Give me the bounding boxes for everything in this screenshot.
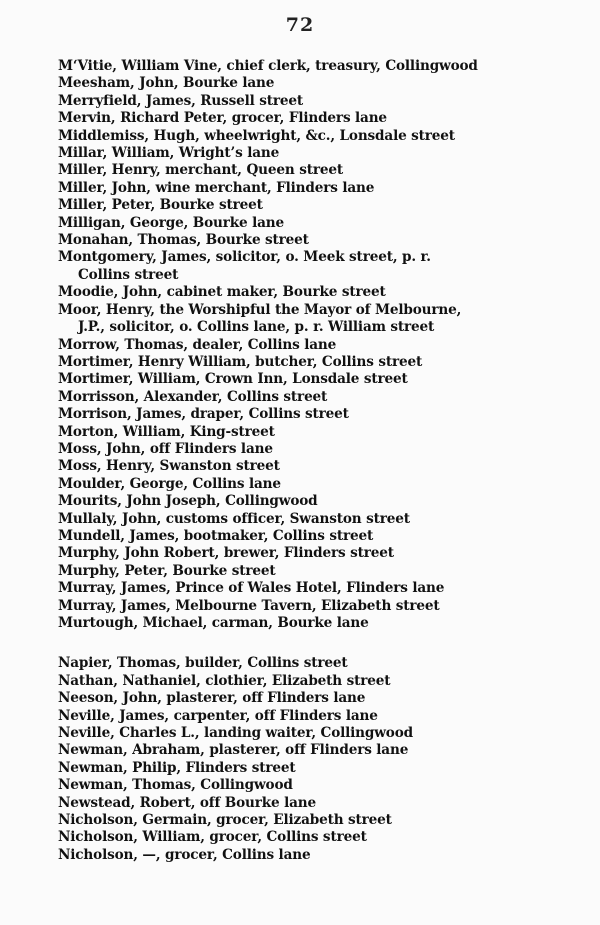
directory-entries (58, 58, 478, 864)
directory-entry: Murphy, John Robert, brewer, Flinders street (58, 545, 394, 562)
directory-entry: Moor, Henry, the Worshipful the Mayor of Melbourne, J.P., solicitor, o. Collins lane, p. r. William street (58, 301, 462, 336)
directory-entry: Milligan, George, Bourke lane (58, 214, 285, 231)
directory-entry: M‘Vitie, William Vine, chief clerk, treasury, Collingwood (58, 58, 478, 74)
directory-entry: Newman, Thomas, Collingwood (58, 777, 293, 794)
directory-entry: Monahan, Thomas, Bourke street (58, 232, 309, 249)
directory-entry: Morrisson, Alexander, Collins street (58, 388, 328, 405)
directory-entry: Neeson, John, plasterer, off Flinders lane (58, 690, 366, 707)
directory-entry: Moss, Henry, Swanston street (58, 458, 280, 475)
directory-entry: Napier, Thomas, builder, Collins street (58, 655, 348, 672)
directory-entry: Miller, John, wine merchant, Flinders lane (58, 179, 375, 196)
directory-entry: Middlemiss, Hugh, wheelwright, &c., Lonsdale street (58, 127, 455, 144)
directory-entry: Nicholson, Germain, grocer, Elizabeth street (58, 812, 392, 829)
directory-entry: Miller, Henry, merchant, Queen street (58, 162, 343, 179)
directory-entry: Mullaly, John, customs officer, Swanston street (58, 510, 410, 527)
directory-entry: Mortimer, William, Crown Inn, Lonsdale street (58, 371, 408, 388)
directory-entry: Nicholson, William, grocer, Collins street (58, 829, 367, 846)
directory-entry: Mortimer, Henry William, butcher, Collins street (58, 353, 423, 370)
directory-entry: Montgomery, James, solicitor, o. Meek street, p. r. Collins street (58, 249, 431, 283)
directory-entry: Newman, Philip, Flinders street (58, 759, 296, 776)
directory-entry: Miller, Peter, Bourke street (58, 197, 263, 214)
directory-entry: Neville, James, carpenter, off Flinders lane (58, 707, 378, 724)
directory-entry: Morrison, James, draper, Collins street (58, 406, 349, 423)
directory-entry: Newman, Abraham, plasterer, off Flinders lane (58, 742, 409, 759)
directory-entry: Millar, William, Wright’s lane (58, 145, 280, 162)
directory-entry: Morrow, Thomas, dealer, Collins lane (58, 336, 337, 353)
directory-entry: Meesham, John, Bourke lane (58, 75, 275, 92)
directory-entry: Merryfield, James, Russell street (58, 92, 304, 109)
directory-entry: Murtough, Michael, carman, Bourke lane (58, 615, 369, 631)
directory-entry: Moulder, George, Collins lane (58, 475, 281, 492)
directory-entry: Neville, Charles L., landing waiter, Collingwood (58, 725, 413, 742)
directory-entry: Moodie, John, cabinet maker, Bourke street (58, 284, 386, 301)
directory-entry: Murray, James, Prince of Wales Hotel, Flinders lane (58, 580, 445, 597)
directory-entry: Mourits, John Joseph, Collingwood (58, 493, 318, 510)
directory-entry: Murray, James, Melbourne Tavern, Elizabeth street (58, 597, 440, 614)
page-number: 72 (285, 14, 315, 36)
directory-entry: Newstead, Robert, off Bourke lane (58, 794, 317, 811)
directory-entry: Morton, William, King-street (58, 423, 275, 440)
directory-entry: Mervin, Richard Peter, grocer, Flinders lane (58, 110, 387, 127)
directory-entry: Murphy, Peter, Bourke street (58, 562, 276, 579)
directory-entry: Mundell, James, bootmaker, Collins street (58, 527, 374, 544)
directory-entry: Nicholson, —, grocer, Collins lane (58, 846, 311, 863)
directory-entry: Nathan, Nathaniel, clothier, Elizabeth street (58, 672, 391, 689)
directory-entry: Moss, John, off Flinders lane (58, 440, 273, 457)
